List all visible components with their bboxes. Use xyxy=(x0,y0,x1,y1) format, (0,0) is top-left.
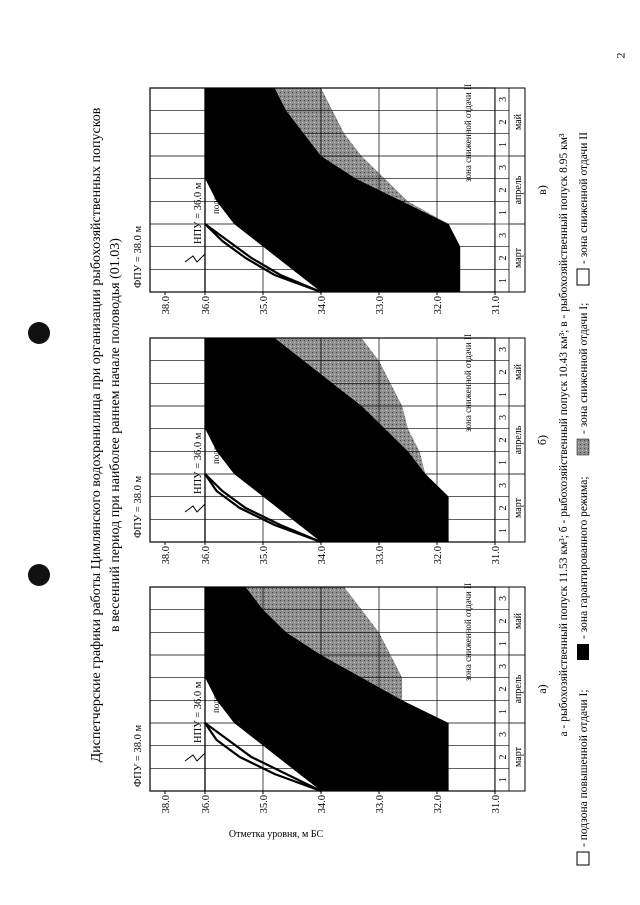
x-decade-label: 3 xyxy=(498,96,509,102)
legend-caption: а - рыбохозяйственный попуск 11.53 км³; б - рыбохозяйственный попуск 10.43 км³; в - рыбохозяйственный попуск 8.95 км³ xyxy=(558,133,570,737)
axis-break xyxy=(185,254,205,262)
x-month-label: март xyxy=(513,248,524,268)
x-month-label: май xyxy=(513,612,524,630)
y-tick-label: 31.0 xyxy=(491,296,502,315)
x-month-label: май xyxy=(513,363,524,381)
y-tick-label: 38.0 xyxy=(161,296,172,315)
legend-swatch-reduced-i xyxy=(577,439,589,455)
y-tick-label: 34.0 xyxy=(317,795,328,814)
npu-label: НПУ = 36.0 м xyxy=(193,182,204,244)
y-tick-label: 33.0 xyxy=(375,795,386,814)
legend xyxy=(558,132,590,865)
x-month-label: март xyxy=(513,747,524,767)
y-tick-label: 36.0 xyxy=(201,546,212,565)
y-axis-label: Отметка уровня, м БС xyxy=(228,829,324,840)
chart-panel-3 xyxy=(133,84,549,314)
panel-label: б) xyxy=(535,434,549,446)
x-decade-label: 3 xyxy=(498,731,509,737)
zone-label-raised: подзона повышенной отдачи I xyxy=(211,348,221,464)
zone-label-raised: подзона повышенной отдачи I xyxy=(211,597,221,713)
x-month-label: апрель xyxy=(513,674,524,704)
x-decade-label: 3 xyxy=(498,346,509,352)
zone-label-reduced-ii: зона сниженной отдачи II xyxy=(463,583,473,681)
fpu-label: ФПУ = 38.0 м xyxy=(133,724,144,787)
chart-panels xyxy=(133,84,549,813)
y-tick-label: 38.0 xyxy=(161,795,172,814)
y-tick-label: 32.0 xyxy=(433,296,444,315)
x-month-label: апрель xyxy=(513,175,524,205)
x-decade-label: 2 xyxy=(498,255,509,261)
y-tick-label: 32.0 xyxy=(433,546,444,565)
panel-label: в) xyxy=(535,185,549,195)
npu-label: НПУ = 36.0 м xyxy=(193,432,204,494)
y-tick-label: 35.0 xyxy=(259,795,270,814)
x-decade-label: 3 xyxy=(498,663,509,669)
x-decade-label: 1 xyxy=(498,392,509,398)
x-decade-label: 2 xyxy=(498,119,509,125)
x-decade-label: 1 xyxy=(498,210,509,216)
y-tick-label: 35.0 xyxy=(259,546,270,565)
panel-label: а) xyxy=(535,684,549,694)
x-decade-label: 1 xyxy=(498,528,509,534)
x-decade-label: 1 xyxy=(498,142,509,148)
x-decade-label: 2 xyxy=(498,754,509,760)
figure-title-line1: Диспетчерские графики работы Цимлянского водохранилища при организации рыбохозяйственных попусков xyxy=(89,107,104,763)
x-decade-label: 1 xyxy=(498,777,509,783)
x-decade-label: 2 xyxy=(498,505,509,511)
x-decade-label: 1 xyxy=(498,278,509,284)
figure-title-line2: в весенний период при наиболее раннем начале половодья (01.03) xyxy=(108,238,123,632)
legend-swatch-raised xyxy=(577,852,589,865)
y-tick-label: 31.0 xyxy=(491,795,502,814)
axis-break xyxy=(185,504,205,512)
x-decade-label: 1 xyxy=(498,709,509,715)
y-tick-label: 31.0 xyxy=(491,546,502,565)
rotated-content xyxy=(89,84,590,865)
x-decade-label: 2 xyxy=(498,369,509,375)
axis-break xyxy=(185,753,205,761)
zone-label-raised: подзона повышенной отдачи I xyxy=(211,98,221,214)
legend-item-reduced-i: - зона сниженной отдачи I; xyxy=(578,302,590,434)
x-month-label: май xyxy=(513,113,524,131)
y-tick-label: 33.0 xyxy=(375,296,386,315)
zone-label-reduced-ii: зона сниженной отдачи II xyxy=(463,84,473,182)
x-decade-label: 1 xyxy=(498,641,509,647)
npu-label: НПУ = 36.0 м xyxy=(193,681,204,743)
legend-swatch-guaranteed xyxy=(577,644,589,660)
legend-item-guaranteed: - зона гарантированного режима; xyxy=(578,476,590,639)
chart-panel-2 xyxy=(133,334,549,564)
fpu-label: ФПУ = 38.0 м xyxy=(133,225,144,288)
x-decade-label: 2 xyxy=(498,437,509,443)
x-month-label: апрель xyxy=(513,425,524,455)
x-month-label: март xyxy=(513,498,524,518)
legend-item-reduced-ii: - зона сниженной отдачи II xyxy=(578,132,590,264)
legend-swatch-reduced-ii xyxy=(577,269,589,285)
x-decade-label: 1 xyxy=(498,460,509,466)
y-tick-label: 34.0 xyxy=(317,546,328,565)
x-decade-label: 2 xyxy=(498,187,509,193)
x-decade-label: 2 xyxy=(498,618,509,624)
legend-item-raised: - подзона повышенной отдачи I; xyxy=(578,689,590,847)
x-decade-label: 3 xyxy=(498,482,509,488)
x-decade-label: 3 xyxy=(498,164,509,170)
page-number: 2 xyxy=(613,52,628,59)
x-decade-label: 3 xyxy=(498,232,509,238)
y-tick-label: 36.0 xyxy=(201,296,212,315)
fpu-label: ФПУ = 38.0 м xyxy=(133,475,144,538)
zone-label-reduced-ii: зона сниженной отдачи II xyxy=(463,334,473,432)
x-decade-label: 2 xyxy=(498,686,509,692)
x-decade-label: 3 xyxy=(498,414,509,420)
y-tick-label: 35.0 xyxy=(259,296,270,315)
y-tick-label: 32.0 xyxy=(433,795,444,814)
y-tick-label: 36.0 xyxy=(201,795,212,814)
y-tick-label: 34.0 xyxy=(317,296,328,315)
chart-panel-1 xyxy=(133,583,549,813)
y-tick-label: 38.0 xyxy=(161,546,172,565)
y-tick-label: 33.0 xyxy=(375,546,386,565)
x-decade-label: 3 xyxy=(498,595,509,601)
